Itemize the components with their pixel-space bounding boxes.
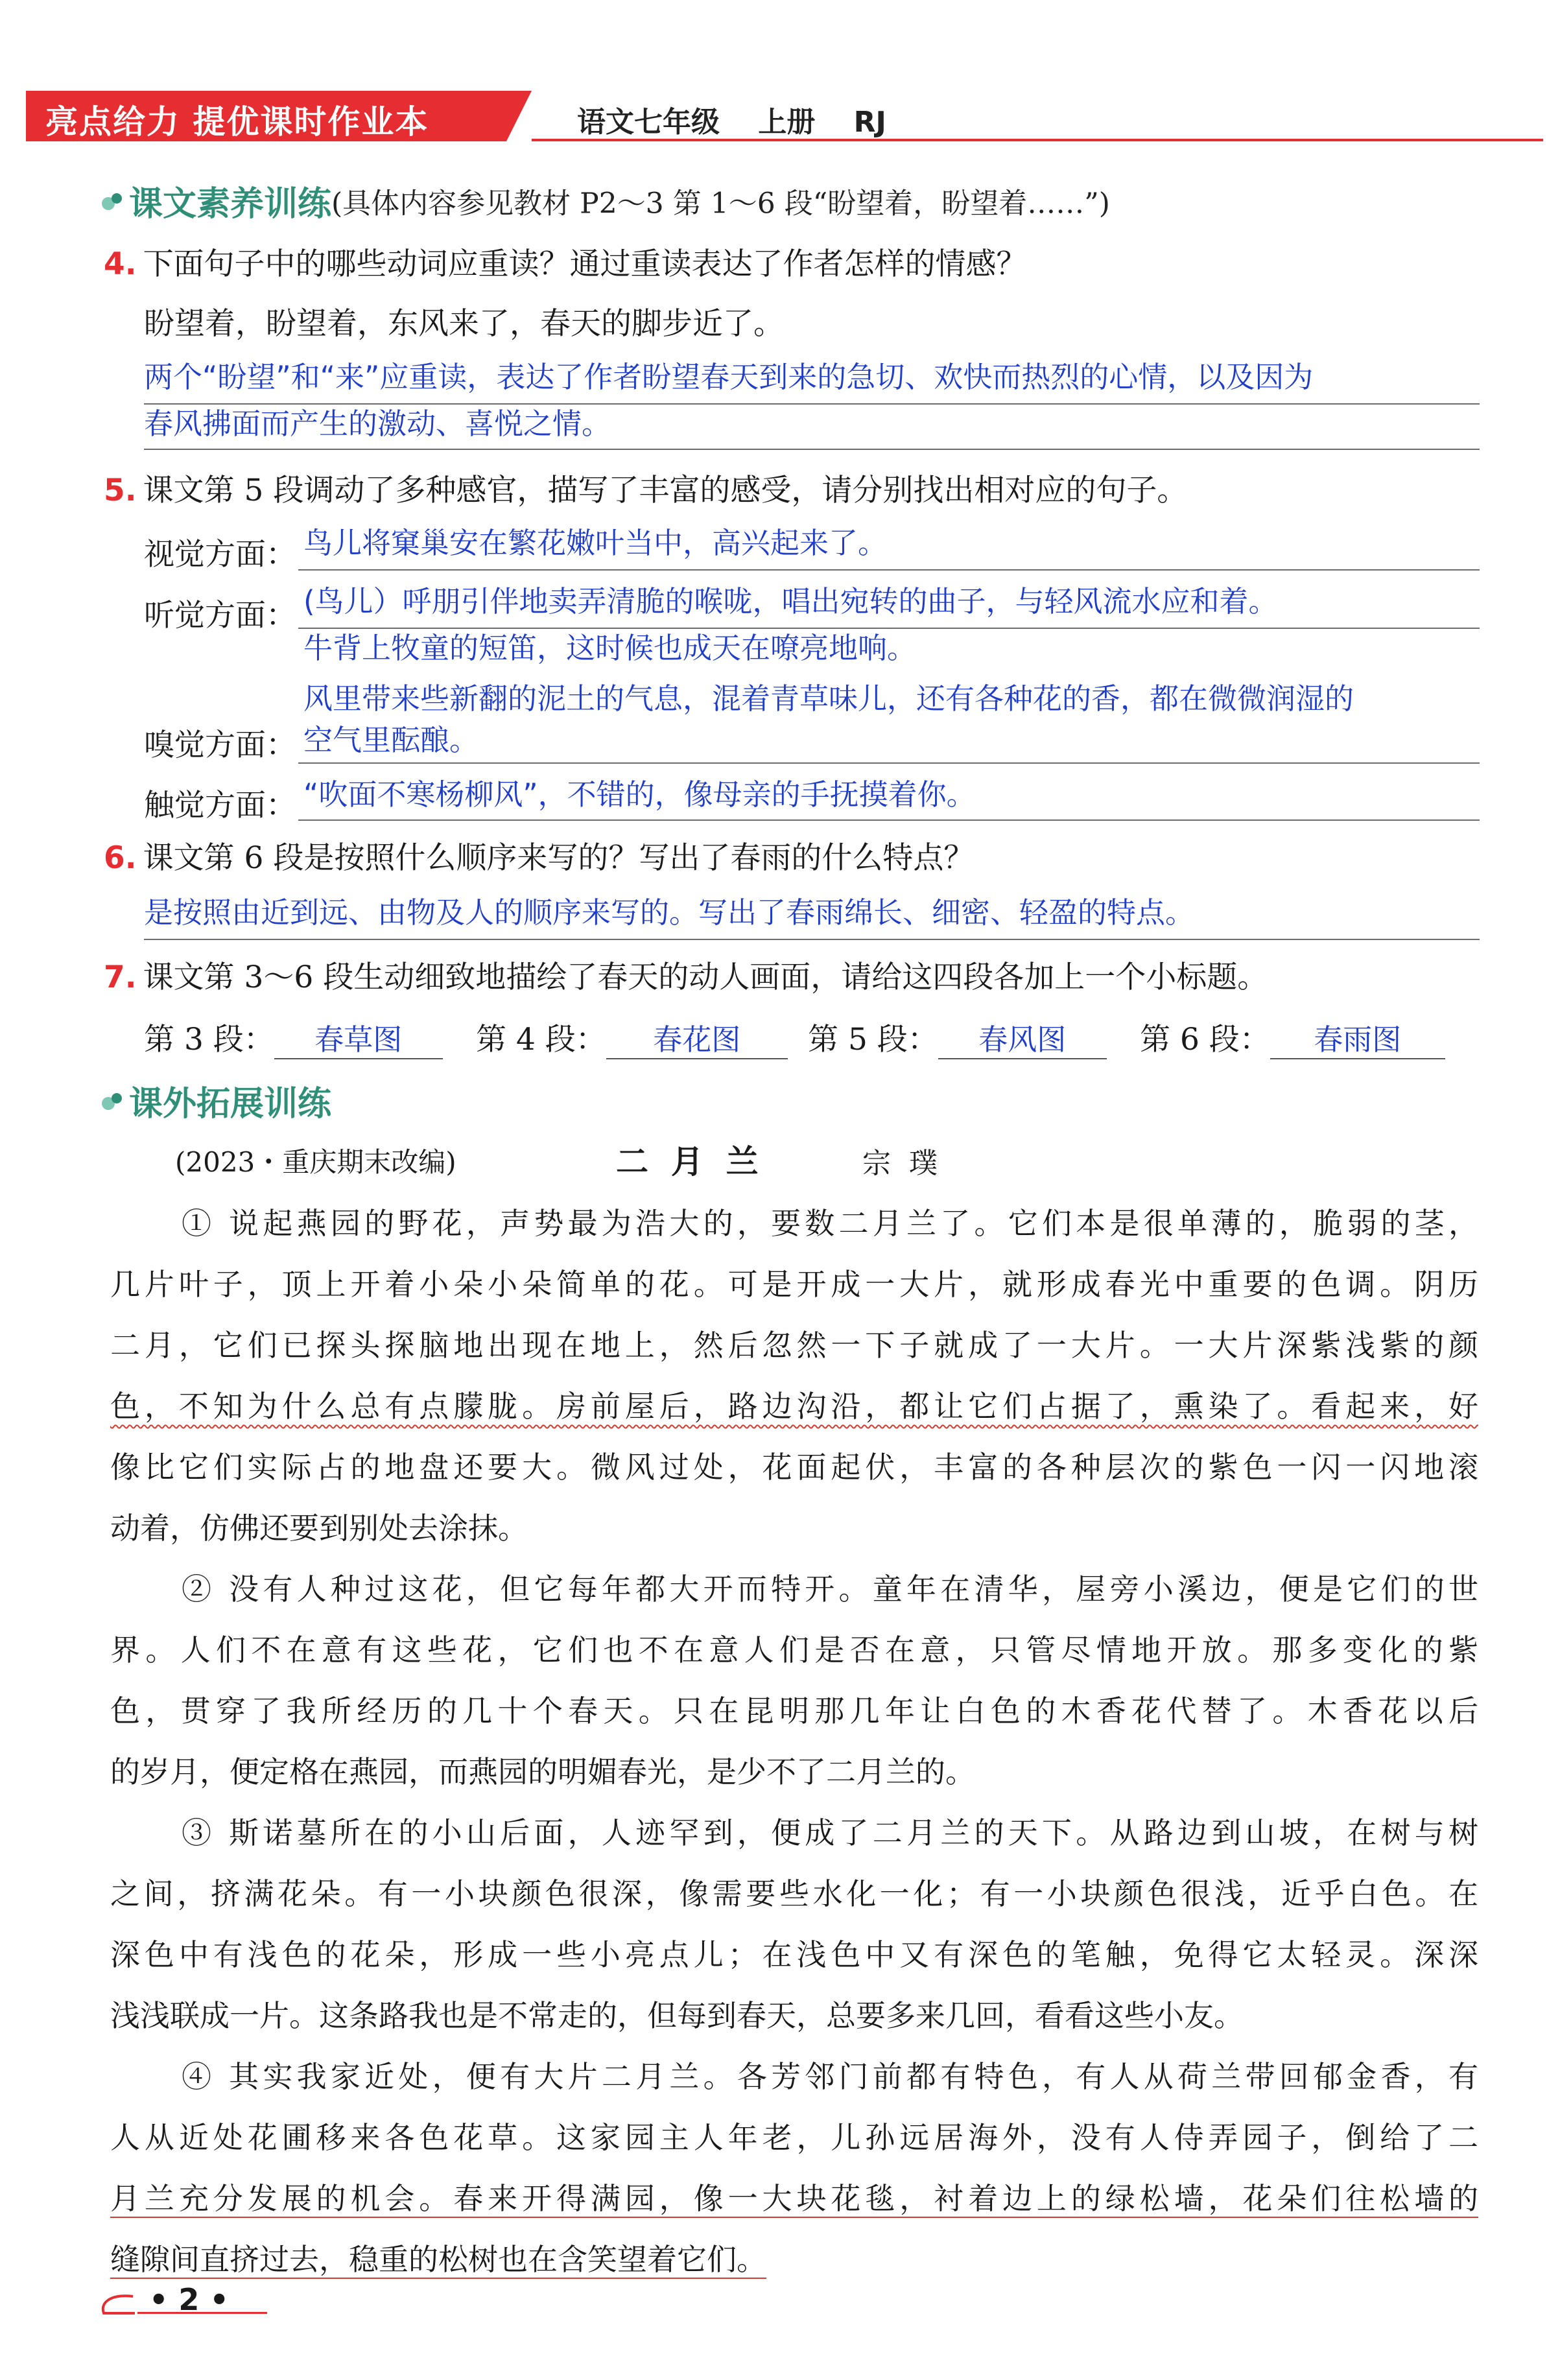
text-line: 几片叶子，顶上开着小朵小朵简单的花。可是开成一大片，就形成春光中重要的色调。阴历 — [110, 1267, 1478, 1302]
hearing-answer: (鸟儿）呼朋引伴地卖弄清脆的喉咙，唱出宛转的曲子，与轻风流水应和着。 — [303, 584, 1278, 619]
edition-label: RJ — [853, 106, 886, 139]
subtitle-item — [144, 1015, 476, 1059]
subtitle-item — [1140, 1015, 1445, 1059]
question-number: 5. — [104, 473, 137, 508]
subtitle-label: 第 5 段： — [808, 1022, 938, 1057]
question-5 — [104, 471, 1187, 510]
question-6 — [104, 839, 974, 878]
text-line: 二月，它们已探头探脑地出现在地上，然后忽然一下子就成了一大片。一大片深紫浅紫的颜 — [110, 1328, 1478, 1363]
question-number: 4. — [104, 246, 137, 282]
bullet-dots-icon — [100, 189, 124, 213]
answer-rule — [298, 762, 1480, 764]
question-text: 课文第 5 段调动了多种感官，描写了丰富的感受，请分别找出相对应的句子。 — [143, 473, 1188, 508]
subject-label: 语文七年级 — [577, 106, 720, 139]
answer-line: 两个“盼望”和“来”应重读，表达了作者盼望春天到来的急切、欢快而热烈的心情，以及因为 — [144, 360, 1314, 394]
volume-label: 上册 — [758, 106, 816, 139]
book-info — [577, 99, 915, 140]
hearing-answer: 牛背上牧童的短笛，这时候也成天在嘹亮地响。 — [303, 631, 917, 665]
footer-rule — [137, 2312, 267, 2314]
text-line: ③ 斯诺墓所在的小山后面，人迹罕到，便成了二月兰的天下。从路边到山坡，在树与树 — [182, 1815, 1478, 1850]
question-4 — [104, 245, 1027, 284]
visual-answer: 鸟儿将窠巢安在繁花嫩叶当中，高兴起来了。 — [303, 526, 888, 560]
paragraph-4 — [110, 2046, 1478, 2290]
text-line: 的岁月，便定格在燕园，而燕园的明媚春光，是少不了二月兰的。 — [110, 1754, 975, 1789]
touch-label: 触觉方面： — [144, 788, 296, 823]
subtitle-answer: 春草图 — [274, 1016, 443, 1059]
bullet-dots-icon — [100, 1089, 124, 1113]
answer-rule — [298, 569, 1480, 571]
section-title: 课外拓展训练 — [129, 1085, 332, 1124]
text-line: 色，贯穿了我所经历的几十个春天。只在昆明那几年让白色的木香花代替了。木香花以后 — [110, 1693, 1478, 1728]
text-line: 浅浅联成一片。这条路我也是不常走的，但每到春天，总要多来几回，看看这些小友。 — [110, 1998, 1244, 2033]
text-line: 之间，挤满花朵。有一小块颜色很深，像需要些水化一化；有一小块颜色很浅，近乎白色。在 — [110, 1876, 1478, 1911]
question-number: 6. — [104, 840, 137, 876]
subtitle-answer: 春风图 — [938, 1016, 1107, 1059]
subtitle-label: 第 6 段： — [1140, 1022, 1270, 1057]
page-footer — [97, 2282, 272, 2321]
footer-swoosh-icon — [97, 2291, 136, 2317]
question-text: 下面句子中的哪些动词应重读？通过重读表达了作者怎样的情感？ — [143, 246, 1027, 282]
paragraph-1 — [110, 1193, 1478, 1559]
text-line: 界。人们不在意有这些花，它们也不在意人们是否在意，只管尽情地开放。那多变化的紫 — [110, 1632, 1478, 1667]
article-source: (2023・重庆期末改编) — [175, 1146, 456, 1178]
subtitle-item — [808, 1015, 1140, 1059]
section-title: 课文素养训练 — [129, 185, 332, 224]
subtitle-label: 第 3 段： — [144, 1022, 274, 1057]
question-text: 课文第 6 段是按照什么顺序来写的？写出了春雨的什么特点？ — [143, 840, 975, 876]
article-author: 宗 璞 — [862, 1147, 938, 1180]
question-7 — [104, 958, 1268, 997]
paragraph-3 — [110, 1802, 1478, 2046]
section-header-course — [100, 176, 1110, 225]
smell-label: 嗅觉方面： — [144, 727, 296, 763]
answer-rule — [144, 449, 1480, 450]
text-line: 动着，仿佛还要到别处去涂抹。 — [110, 1511, 528, 1546]
paragraph-2 — [110, 1559, 1478, 1802]
visual-label: 视觉方面： — [144, 537, 296, 572]
text-line: 缝隙间直挤过去，稳重的松树也在含笑望着它们。 — [110, 2242, 766, 2277]
smell-answer: 空气里酝酿。 — [303, 723, 479, 757]
section-header-extension — [100, 1076, 331, 1125]
subtitle-item — [476, 1015, 808, 1059]
answer-line: 春风拂面而产生的激动、喜悦之情。 — [144, 406, 611, 441]
touch-answer: “吹面不寒杨柳风”，不错的，像母亲的手抚摸着你。 — [303, 777, 976, 812]
article-title: 二 月 兰 — [616, 1143, 759, 1181]
text-line: 人从近处花圃移来各色花草。这家园主人年老，儿孙远居海外，没有人侍弄园子，倒给了二 — [110, 2120, 1478, 2155]
series-title: 亮点给力 提优课时作业本 — [45, 103, 429, 141]
question-text: 课文第 3～6 段生动细致地描绘了春天的动人画面，请给这四段各加上一个小标题。 — [143, 960, 1268, 995]
subtitle-row — [144, 1015, 1486, 1059]
subtitle-label: 第 4 段： — [476, 1022, 606, 1057]
subtitle-answer: 春雨图 — [1270, 1016, 1445, 1059]
question-4-quote: 盼望着，盼望着，东风来了，春天的脚步近了。 — [144, 306, 784, 342]
text-line: ④ 其实我家近处，便有大片二月兰。各芳邻门前都有特色，有人从荷兰带回郁金香，有 — [182, 2059, 1478, 2094]
smell-answer: 风里带来些新翻的泥土的气息，混着青草味儿，还有各种花的香，都在微微润湿的 — [303, 681, 1354, 716]
answer-rule — [298, 819, 1480, 821]
section-note: (具体内容参见教材 P2～3 第 1～6 段“盼望着，盼望着……”) — [331, 187, 1110, 220]
question-number: 7. — [104, 960, 137, 995]
text-line: 色，不知为什么总有点朦胧。房前屋后，路边沟沿，都让它们占据了，熏染了。看起来，好 — [110, 1389, 1478, 1424]
page-header — [26, 91, 1543, 143]
subtitle-answer: 春花图 — [606, 1016, 788, 1059]
text-line: ② 没有人种过这花，但它每年都大开而特开。童年在清华，屋旁小溪边，便是它们的世 — [182, 1572, 1478, 1607]
text-line: 深色中有浅色的花朵，形成一些小亮点儿；在浅色中又有深色的笔触，免得它太轻灵。深深 — [110, 1937, 1478, 1972]
text-line: 月兰充分发展的机会。春来开得满园，像一大块花毯，衬着边上的绿松墙，花朵们往松墙的 — [110, 2181, 1478, 2216]
answer-rule — [144, 939, 1480, 940]
text-line: 像比它们实际占的地盘还要大。微风过处，花面起伏，丰富的各种层次的紫色一闪一闪地滚 — [110, 1450, 1478, 1485]
hearing-label: 听觉方面： — [144, 598, 296, 633]
text-line: ① 说起燕园的野花，声势最为浩大的，要数二月兰了。它们本是很单薄的，脆弱的茎， — [182, 1206, 1478, 1241]
page-number: • 2 • — [149, 2282, 229, 2317]
answer-line: 是按照由近到远、由物及人的顺序来写的。写出了春雨绵长、细密、轻盈的特点。 — [144, 895, 1195, 930]
